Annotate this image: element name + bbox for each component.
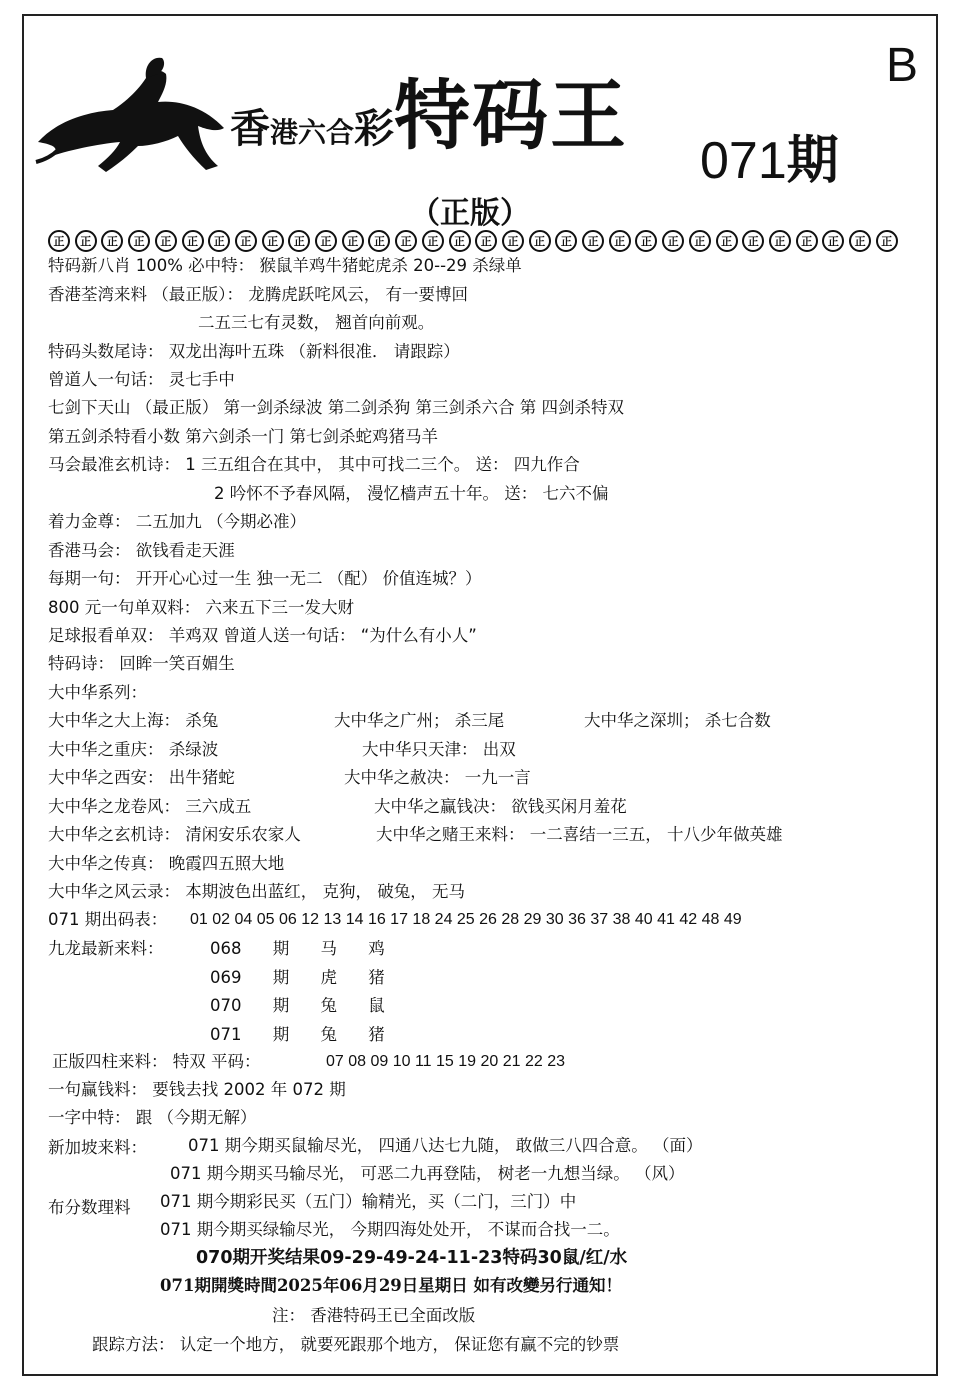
zheng-mark: 正 — [48, 230, 70, 252]
text-line: 071 期出码表： — [48, 910, 168, 929]
text-line: 大中华之风云录： 本期波色出蓝红， 克狗， 破兔， 无马 — [48, 882, 465, 901]
text-line: 大中华之深圳； 杀七合数 — [584, 711, 771, 730]
text-line: 071 期今期买鼠输尽光， 四通八达七九随， 敢做三八四合意。 （面） — [188, 1136, 703, 1155]
zheng-mark: 正 — [529, 230, 551, 252]
issue-number — [700, 118, 839, 193]
text-line: 068 期 马 鸡 — [210, 939, 385, 958]
text-line: 马会最准玄机诗： 1 三五组合在其中， 其中可找二三个。 送： 四九作合 — [48, 455, 580, 474]
section-heading: 大中华系列： — [48, 683, 147, 702]
text-line: 九龙最新来料： — [48, 939, 164, 958]
zheng-mark-row — [48, 230, 898, 256]
text-line: 特码新八肖 100% 必中特： 猴鼠羊鸡牛猪蛇虎杀 20--29 杀绿单 — [48, 256, 522, 275]
zheng-mark: 正 — [342, 230, 364, 252]
issue-num: 071 — [700, 132, 787, 190]
text-line: 071 期今期彩民买（五门）输精光，买（二门，三门）中 — [160, 1192, 577, 1211]
zheng-mark: 正 — [128, 230, 150, 252]
text-line: 大中华之重庆： 杀绿波 — [48, 740, 219, 759]
edition-label: （正版） — [410, 196, 530, 231]
zheng-mark: 正 — [368, 230, 390, 252]
zheng-mark: 正 — [609, 230, 631, 252]
zheng-mark: 正 — [689, 230, 711, 252]
text-line: 070 期 兔 鼠 — [210, 996, 385, 1015]
main-title — [230, 71, 629, 160]
text-line: 大中华之赢钱决： 欲钱买闲月羞花 — [374, 797, 627, 816]
zheng-mark: 正 — [502, 230, 524, 252]
text-line: 大中华只天津： 出双 — [362, 740, 516, 759]
text-line: 正版四柱来料： 特双 平码： — [52, 1052, 261, 1071]
issue-suffix: 期 — [786, 130, 839, 191]
text-line: 2 吟怀不予春风隔， 漫忆樯声五十年。 送： 七六不偏 — [214, 484, 609, 503]
draw-time-line: 071期開獎時間2025年06月29日星期日 如有改變另行通知！ — [160, 1276, 623, 1295]
zheng-mark: 正 — [101, 230, 123, 252]
text-line: 七剑下天山 （最正版） 第一剑杀绿波 第二剑杀狗 第三剑杀六合 第 四剑杀特双 — [48, 398, 624, 417]
title-part-4: 特码王 — [394, 71, 629, 160]
text-line: 特码头数尾诗： 双龙出海叶五珠 （新料很准． 请跟踪） — [48, 342, 460, 361]
text-line: 新加坡来料： — [48, 1138, 147, 1157]
zheng-mark: 正 — [449, 230, 471, 252]
text-line: 二五三七有灵数， 翘首向前观。 — [198, 313, 435, 332]
zheng-mark: 正 — [582, 230, 604, 252]
zheng-mark: 正 — [262, 230, 284, 252]
zheng-mark: 正 — [662, 230, 684, 252]
text-line: 大中华之西安： 出牛猪蛇 — [48, 768, 235, 787]
zheng-mark: 正 — [742, 230, 764, 252]
title-part-3: 彩 — [354, 105, 395, 152]
zheng-mark: 正 — [208, 230, 230, 252]
text-line: 每期一句： 开开心心过一生 独一无二 （配） 价值连城？） — [48, 569, 482, 588]
text-line: 第五剑杀特看小数 第六剑杀一门 第七剑杀蛇鸡猪马羊 — [48, 427, 438, 446]
horse-rider-icon — [28, 50, 233, 175]
text-line: 大中华之龙卷风： 三六成五 — [48, 797, 252, 816]
text-line: 香港马会： 欲钱看走天涯 — [48, 541, 235, 560]
text-line: 特码诗： 回眸一笑百媚生 — [48, 654, 235, 673]
zheng-mark: 正 — [769, 230, 791, 252]
text-line: 香港荃湾来料 （最正版）： 龙腾虎跃咤风云， 有一要博回 — [48, 285, 468, 304]
text-line: 大中华之赦决： 一九一言 — [344, 768, 531, 787]
footer-line: 跟踪方法： 认定一个地方， 就要死跟那个地方， 保证您有赢不完的钞票 — [92, 1335, 620, 1354]
zheng-mark: 正 — [422, 230, 444, 252]
zheng-mark: 正 — [288, 230, 310, 252]
text-line: 大中华之玄机诗： 清闲安乐农家人 — [48, 825, 301, 844]
numbers-line: 01 02 04 05 06 12 13 14 16 17 18 24 25 26 28 29 30 36 37 38 40 41 42 48 49 — [190, 911, 742, 928]
text-line: 071 期今期买马输尽光， 可恶二九再登陆， 树老一九想当绿。 （风） — [170, 1164, 685, 1183]
text-line: 071 期今期买绿输尽光， 今期四海处处开， 不谋而合找一二。 — [160, 1220, 620, 1239]
zheng-mark: 正 — [155, 230, 177, 252]
text-line: 800 元一句单双料： 六来五下三一发大财 — [48, 598, 354, 617]
zheng-mark: 正 — [555, 230, 577, 252]
text-line: 大中华之传真： 晚霞四五照大地 — [48, 854, 285, 873]
text-line: 一字中特： 跟 （今期无解） — [48, 1108, 257, 1127]
zheng-mark: 正 — [716, 230, 738, 252]
zheng-mark: 正 — [849, 230, 871, 252]
text-line: 大中华之广州； 杀三尾 — [334, 711, 505, 730]
text-line: 069 期 虎 猪 — [210, 968, 385, 987]
text-line: 着力金尊： 二五加九 （今期必准） — [48, 512, 306, 531]
zheng-mark: 正 — [235, 230, 257, 252]
zheng-mark: 正 — [876, 230, 898, 252]
text-line: 071 期 兔 猪 — [210, 1025, 385, 1044]
zheng-mark: 正 — [315, 230, 337, 252]
title-part-1: 香 — [230, 105, 270, 152]
zheng-mark: 正 — [75, 230, 97, 252]
zheng-mark: 正 — [822, 230, 844, 252]
result-line: 070期开奖结果09-29-49-24-11-23特码30鼠/红/水 — [196, 1248, 628, 1268]
zheng-mark: 正 — [475, 230, 497, 252]
corner-letter: B — [886, 39, 919, 92]
zheng-mark: 正 — [182, 230, 204, 252]
zheng-mark: 正 — [796, 230, 818, 252]
text-line: 曾道人一句话： 灵七手中 — [48, 370, 235, 389]
text-line: 大中华之大上海： 杀兔 — [48, 711, 219, 730]
text-line: 大中华之赌王来料： 一二喜结一三五， 十八少年做英雄 — [376, 825, 783, 844]
numbers-line: 07 08 09 10 11 15 19 20 21 22 23 — [326, 1053, 566, 1070]
zheng-mark: 正 — [635, 230, 657, 252]
zheng-mark: 正 — [395, 230, 417, 252]
text-line: 一句赢钱料： 要钱去找 2002 年 072 期 — [48, 1080, 346, 1099]
text-line: 布分数理料 — [48, 1198, 131, 1217]
text-line: 足球报看单双： 羊鸡双 曾道人送一句话： “为什么有小人” — [48, 626, 477, 645]
title-part-2: 港六合 — [270, 116, 355, 149]
note-line: 注： 香港特码王已全面改版 — [272, 1306, 476, 1325]
